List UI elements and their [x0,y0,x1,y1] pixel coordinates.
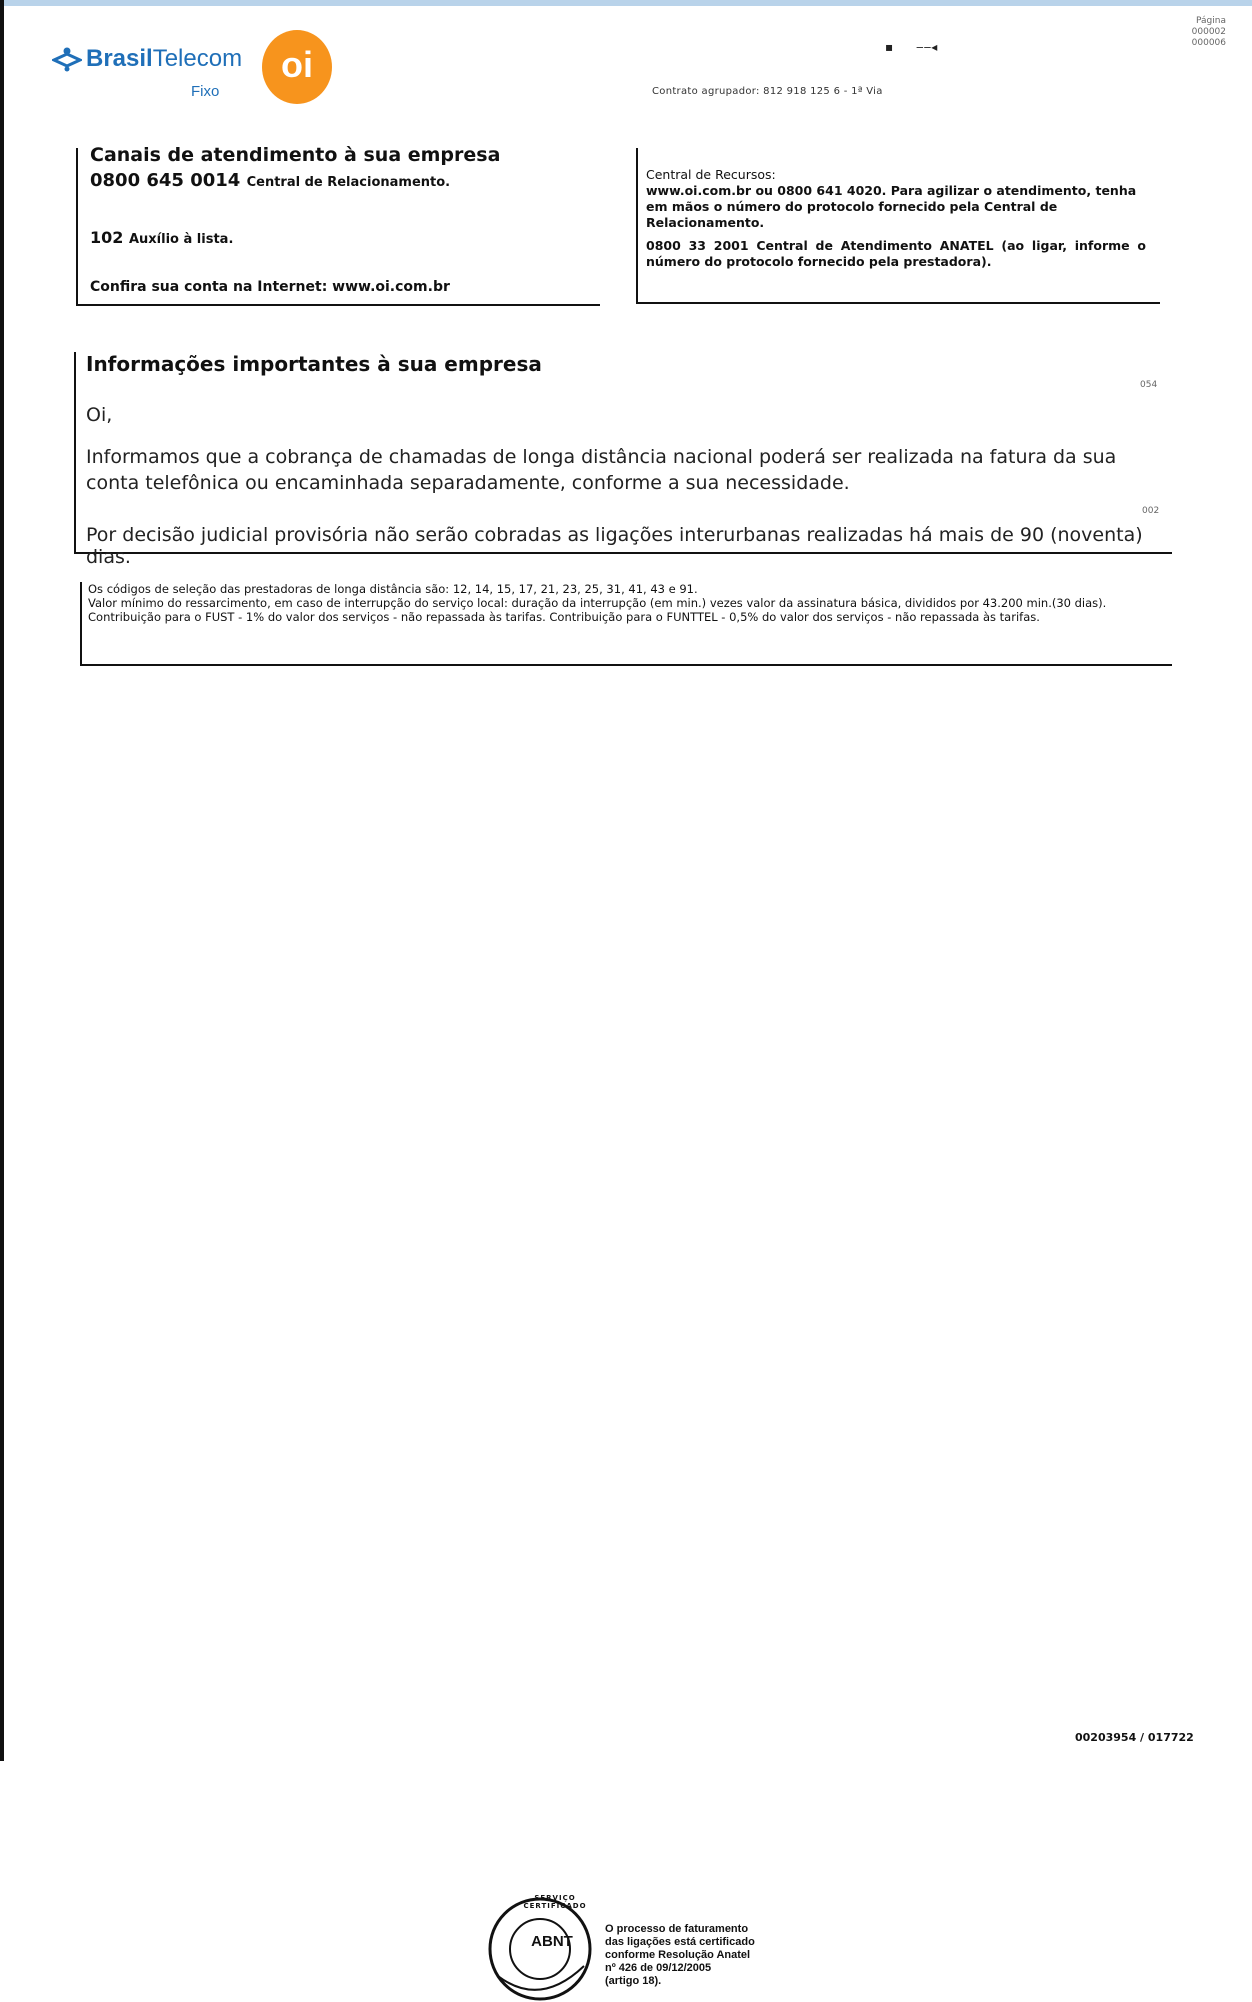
abnt-line-4: nº 426 de 09/12/2005 [605,1962,712,1974]
phone-lista-label: Auxílio à lista. [128,232,234,247]
canais-title: Canais de atendimento à sua empresa [90,144,501,166]
scan-edge [0,0,4,1761]
abnt-seal-center: ABNT [531,1933,573,1950]
page-label: Página [1196,16,1226,26]
oi-logo-text: oi [281,44,313,85]
abnt-line-2: das ligações está certificado [605,1936,755,1948]
footer-code: 00203954 / 017722 [1075,1731,1194,1744]
anatel-line: 0800 33 2001 Central de Atendimento ANATEL (ao ligar, informe o número do protocolo fornecido pela prestadora). [646,238,1146,269]
top-color-strip [0,0,1252,6]
confira-link[interactable]: Confira sua conta na Internet: www.oi.com.br [90,279,450,295]
brand-sub: Fixo [191,83,220,100]
brand-bold: Brasil [86,45,153,72]
abnt-line-3: conforme Resolução Anatel [605,1949,751,1961]
info-title: Informações importantes à sua empresa [86,352,542,376]
phone-lista [90,228,233,247]
info-paragraph-1: Informamos que a cobrança de chamadas de longa distância nacional poderá ser realizada na fatura da sua conta telefônica ou encaminhada separadamente, conforme a sua necessidade. [86,446,1117,494]
info-greeting: Oi, [86,404,113,426]
contract-number: Contrato agrupador: 812 918 125 6 - 1ª Via [652,86,883,97]
abnt-line-1: O processo de faturamento [605,1923,749,1935]
abnt-seal-top: SERVIÇO CERTIFICADO [523,1894,587,1910]
page-info [1178,16,1226,49]
phone-lista-number: 102 [90,228,124,247]
abnt-line-5: (artigo 18). [605,1975,662,1987]
scan-marks: ▪ ‒‒◂ [885,40,938,54]
phone-relacionamento-number: 0800 645 0014 [90,170,241,191]
phone-relacionamento-label: Central de Relacionamento. [246,175,451,190]
recursos-text [646,167,1146,231]
page-code: 000006 [1191,38,1226,48]
page-number: 000002 [1191,27,1226,37]
info-code-2: 002 [1142,506,1160,516]
info-paragraph-2: Por decisão judicial provisória não serão cobradas as ligações interurbanas realizadas há mais de 90 (noventa) dias. [86,524,1143,568]
recursos-title: Central de Recursos: [646,167,776,182]
legal-line-3: Contribuição para o FUST - 1% do valor dos serviços - não repassada às tarifas. Contribuição para o FUNTTEL - 0,5% do valor dos serviços - não repassada às tarifas. [88,610,1040,624]
brand-light: Telecom [152,45,243,72]
phone-relacionamento [90,170,450,191]
recursos-line1: www.oi.com.br ou 0800 641 4020. Para agilizar o atendimento, tenha em mãos o número do protocolo fornecido pela Central de Relacionamento. [646,183,1137,230]
legal-text [88,582,1168,624]
legal-line-1: Os códigos de seleção das prestadoras de longa distância são: 12, 14, 15, 17, 21, 23, 25, 31, 41, 43 e 91. [88,582,698,596]
brasil-telecom-logo [52,46,242,72]
legal-line-2: Valor mínimo do ressarcimento, em caso de interrupção do serviço local: duração da interrupção (em min.) vezes valor da assinatura básica, divididos por 43.200 min.(30 dias). [88,596,1107,610]
brasil-telecom-mark-icon [52,46,82,72]
abnt-text [605,1923,755,1988]
info-code-1: 054 [1140,380,1158,390]
